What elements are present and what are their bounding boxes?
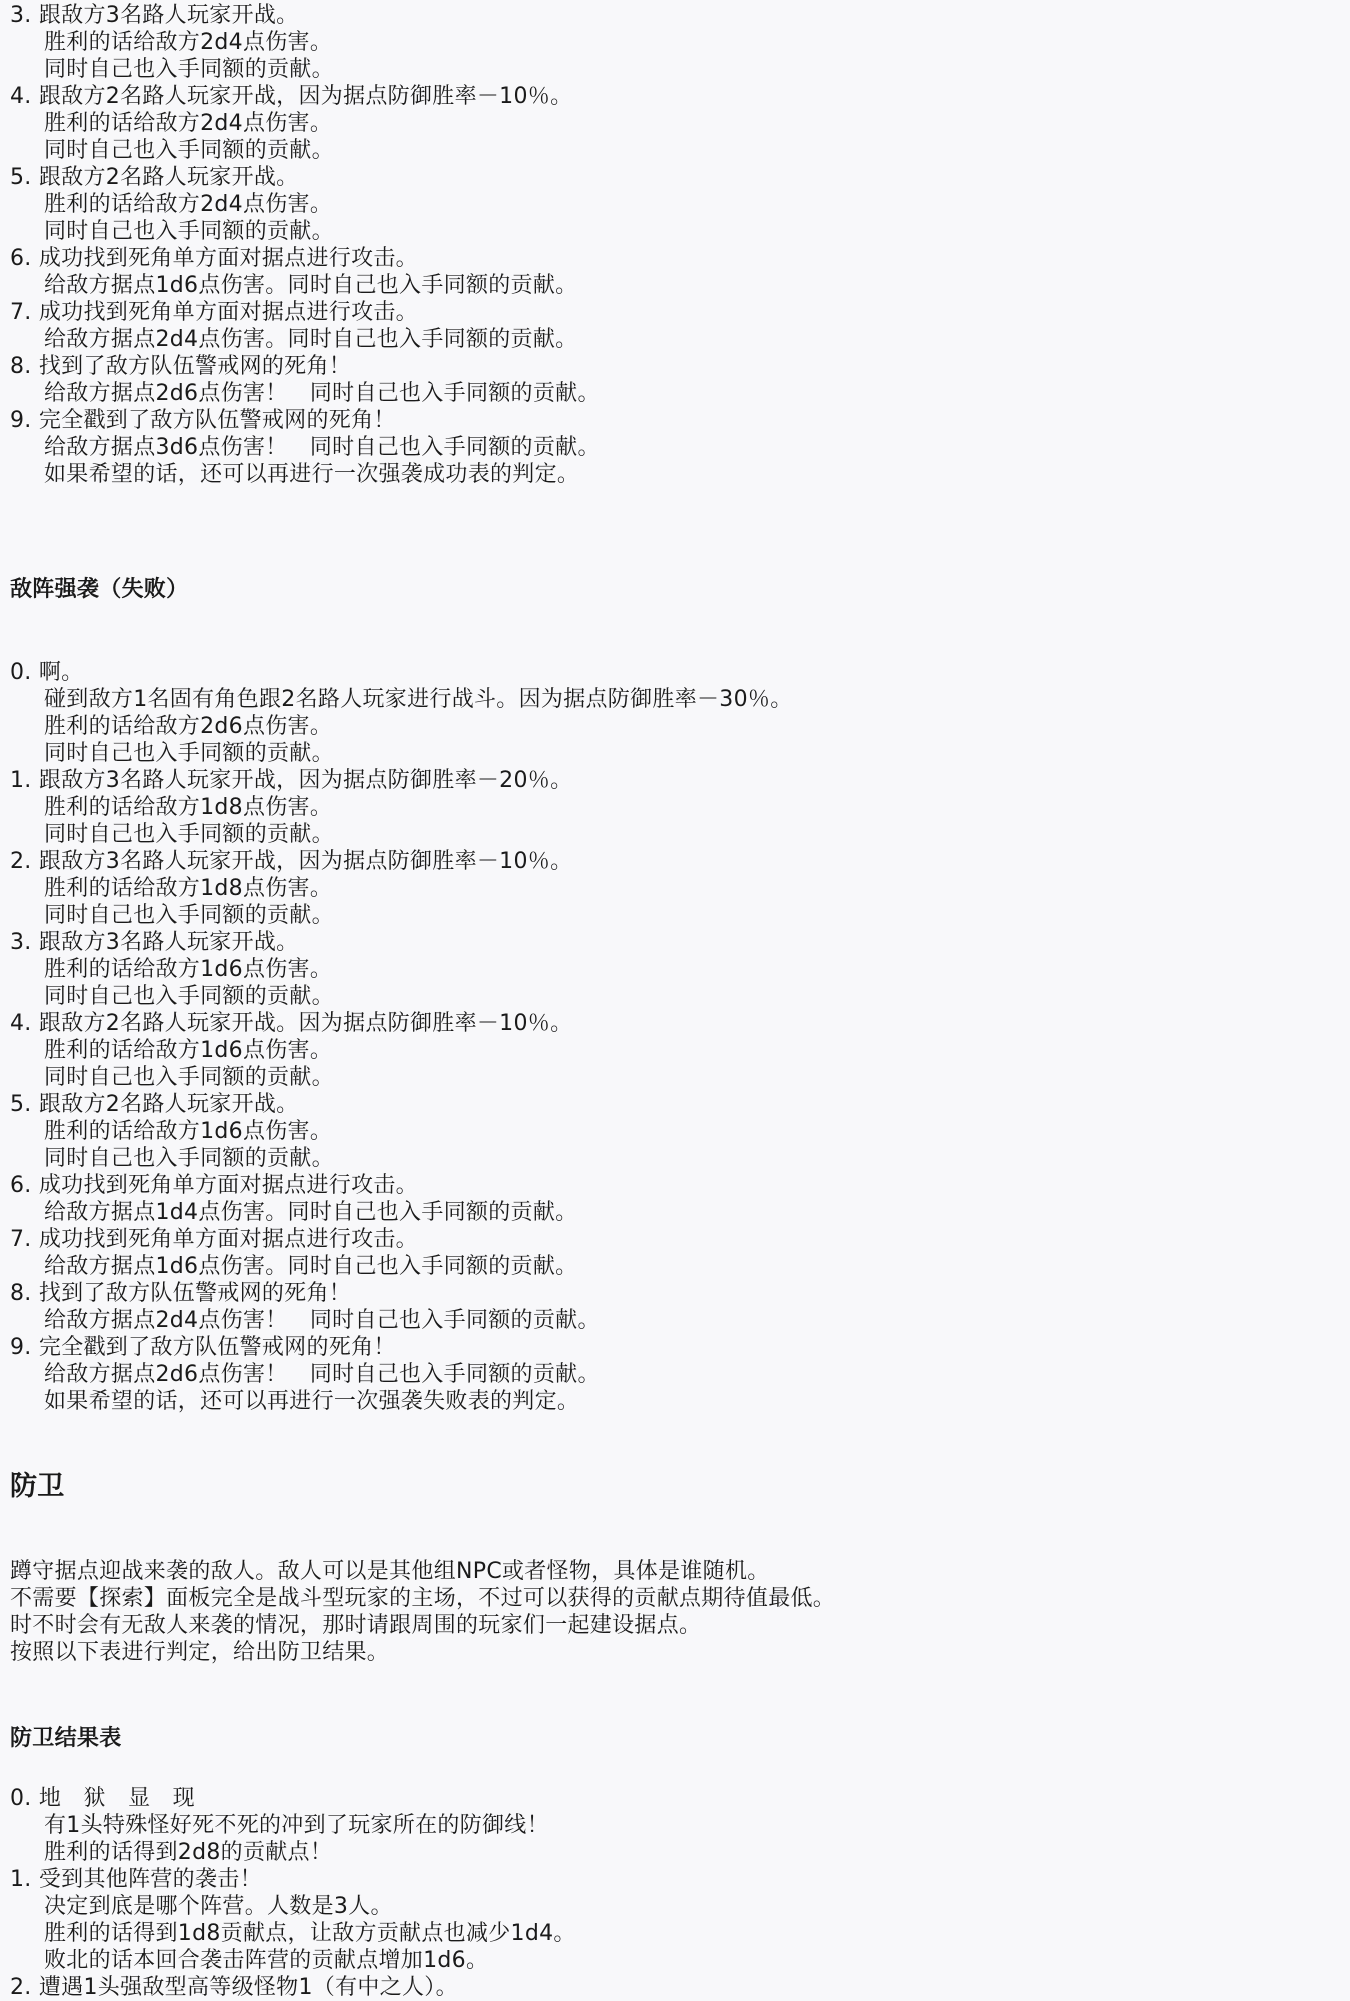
- result-item: 4. 跟敌方2名路人玩家开战。因为据点防御胜率－10％。: [10, 1011, 573, 1036]
- result-detail-line: 胜利的话给敌方2d4点伤害。: [44, 111, 333, 136]
- text-line: 按照以下表进行判定，给出防卫结果。: [10, 1640, 390, 1665]
- result-detail-line: 同时自己也入手同额的贡献。: [44, 822, 334, 847]
- result-detail-line: 给敌方据点2d6点伤害！ 同时自己也入手同额的贡献。: [44, 1362, 600, 1387]
- result-item: 9. 完全戳到了敌方队伍警戒网的死角！: [10, 408, 396, 433]
- result-item: 3. 跟敌方3名路人玩家开战。: [10, 3, 299, 28]
- result-detail-line: 给敌方据点3d6点伤害！ 同时自己也入手同额的贡献。: [44, 435, 600, 460]
- result-item: 8. 找到了敌方队伍警戒网的死角！: [10, 1281, 352, 1306]
- result-detail-line: 给敌方据点2d6点伤害！ 同时自己也入手同额的贡献。: [44, 381, 600, 406]
- result-detail-line: 如果希望的话，还可以再进行一次强袭成功表的判定。: [44, 462, 580, 487]
- result-detail-line: 有1头特殊怪好死不死的冲到了玩家所在的防御线！: [44, 1813, 549, 1838]
- result-item: 8. 找到了敌方队伍警戒网的死角！: [10, 354, 352, 379]
- result-detail-line: 给敌方据点1d6点伤害。同时自己也入手同额的贡献。: [44, 273, 578, 298]
- result-item: 2. 遭遇1头强敌型高等级怪物1（有中之人）。: [10, 1975, 458, 2000]
- result-detail-line: 给敌方据点2d4点伤害。同时自己也入手同额的贡献。: [44, 327, 578, 352]
- result-item: 0. 地 狱 显 现: [10, 1786, 195, 1811]
- result-detail-line: 胜利的话得到1d8贡献点，让敌方贡献点也减少1d4。: [44, 1921, 576, 1946]
- result-detail-line: 同时自己也入手同额的贡献。: [44, 1146, 334, 1171]
- result-item: 6. 成功找到死角单方面对据点进行攻击。: [10, 246, 418, 271]
- result-item: 0. 啊。: [10, 660, 84, 685]
- result-detail-line: 胜利的话给敌方2d6点伤害。: [44, 714, 333, 739]
- result-detail-line: 给敌方据点1d6点伤害。同时自己也入手同额的贡献。: [44, 1254, 578, 1279]
- result-detail-line: 败北的话本回合袭击阵营的贡献点增加1d6。: [44, 1948, 489, 1973]
- text-line: 蹲守据点迎战来袭的敌人。敌人可以是其他组NPC或者怪物，具体是谁随机。: [10, 1559, 770, 1584]
- result-detail-line: 胜利的话得到2d8的贡献点！: [44, 1840, 333, 1865]
- result-item: 1. 受到其他阵营的袭击！: [10, 1867, 262, 1892]
- result-item: 5. 跟敌方2名路人玩家开战。: [10, 1092, 299, 1117]
- result-item: 5. 跟敌方2名路人玩家开战。: [10, 165, 299, 190]
- result-detail-line: 同时自己也入手同额的贡献。: [44, 57, 334, 82]
- result-item: 7. 成功找到死角单方面对据点进行攻击。: [10, 1227, 418, 1252]
- result-item: 9. 完全戳到了敌方队伍警戒网的死角！: [10, 1335, 396, 1360]
- result-item: 4. 跟敌方2名路人玩家开战，因为据点防御胜率－10％。: [10, 84, 573, 109]
- result-detail-line: 同时自己也入手同额的贡献。: [44, 219, 334, 244]
- subsection-heading: 防卫结果表: [10, 1726, 122, 1751]
- result-detail-line: 胜利的话给敌方2d4点伤害。: [44, 192, 333, 217]
- result-detail-line: 胜利的话给敌方1d6点伤害。: [44, 1038, 333, 1063]
- result-detail-line: 同时自己也入手同额的贡献。: [44, 741, 334, 766]
- result-detail-line: 胜利的话给敌方1d8点伤害。: [44, 795, 333, 820]
- result-detail-line: 给敌方据点1d4点伤害。同时自己也入手同额的贡献。: [44, 1200, 578, 1225]
- result-detail-line: 胜利的话给敌方2d4点伤害。: [44, 30, 333, 55]
- text-line: 不需要【探索】面板完全是战斗型玩家的主场，不过可以获得的贡献点期待值最低。: [10, 1586, 836, 1611]
- result-detail-line: 决定到底是哪个阵营。人数是3人。: [44, 1894, 393, 1919]
- result-detail-line: 同时自己也入手同额的贡献。: [44, 1065, 334, 1090]
- section-heading: 防卫: [10, 1471, 65, 1502]
- result-item: 3. 跟敌方3名路人玩家开战。: [10, 930, 299, 955]
- text-line: 时不时会有无敌人来袭的情况，那时请跟周围的玩家们一起建设据点。: [10, 1613, 702, 1638]
- result-detail-line: 胜利的话给敌方1d6点伤害。: [44, 1119, 333, 1144]
- result-detail-line: 同时自己也入手同额的贡献。: [44, 984, 334, 1009]
- result-detail-line: 给敌方据点2d4点伤害！ 同时自己也入手同额的贡献。: [44, 1308, 600, 1333]
- subsection-heading: 敌阵强袭（失败）: [10, 577, 189, 602]
- result-detail-line: 胜利的话给敌方1d6点伤害。: [44, 957, 333, 982]
- result-item: 1. 跟敌方3名路人玩家开战，因为据点防御胜率－20％。: [10, 768, 573, 793]
- result-detail-line: 胜利的话给敌方1d8点伤害。: [44, 876, 333, 901]
- result-detail-line: 同时自己也入手同额的贡献。: [44, 903, 334, 928]
- result-detail-line: 碰到敌方1名固有角色跟2名路人玩家进行战斗。因为据点防御胜率－30％。: [44, 687, 793, 712]
- result-item: 7. 成功找到死角单方面对据点进行攻击。: [10, 300, 418, 325]
- result-detail-line: 如果希望的话，还可以再进行一次强袭失败表的判定。: [44, 1389, 580, 1414]
- result-item: 2. 跟敌方3名路人玩家开战，因为据点防御胜率－10％。: [10, 849, 573, 874]
- result-detail-line: 同时自己也入手同额的贡献。: [44, 138, 334, 163]
- result-item: 6. 成功找到死角单方面对据点进行攻击。: [10, 1173, 418, 1198]
